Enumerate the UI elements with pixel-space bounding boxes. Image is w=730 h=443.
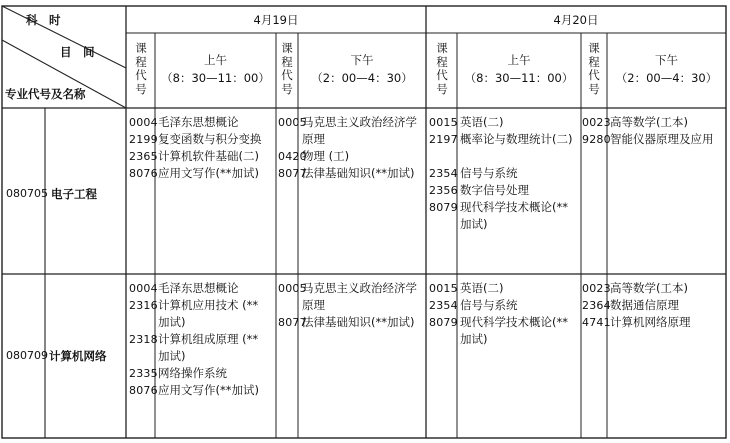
course-code: 2354 bbox=[429, 299, 458, 312]
course-name: 物理 (工) bbox=[302, 149, 350, 163]
code-header-3: 课程代号 bbox=[436, 41, 448, 96]
courses-r1-c4 bbox=[610, 114, 714, 148]
course-code: 0004 bbox=[129, 282, 158, 295]
course-name: 计算机软件基础(二) bbox=[158, 149, 259, 163]
course-name: 计算机网络原理 bbox=[610, 315, 691, 329]
course-code: 2335 bbox=[129, 367, 158, 380]
course-name: 毛泽东思想概论 bbox=[158, 281, 239, 295]
codes-r2-c1 bbox=[129, 280, 158, 399]
course-name bbox=[460, 148, 572, 165]
course-code: 8077 bbox=[278, 167, 307, 180]
course-code bbox=[129, 314, 158, 331]
codes-r2-c4 bbox=[582, 280, 611, 331]
course-code: 2354 bbox=[429, 167, 458, 180]
courses-r1-c2 bbox=[302, 114, 417, 182]
course-name: 应用文写作(**加试) bbox=[158, 166, 259, 180]
course-code: 0005 bbox=[278, 282, 307, 295]
code-header-2: 课程代号 bbox=[281, 41, 293, 96]
course-code: 4741 bbox=[582, 316, 611, 329]
courses-r1-c3 bbox=[460, 114, 572, 233]
date-header-1: 4月19日 bbox=[253, 13, 299, 27]
course-code: 8079 bbox=[429, 316, 458, 329]
session-3-time: （8：30—11：00） bbox=[464, 71, 574, 85]
codes-r1-c3 bbox=[429, 114, 458, 233]
major-name-2: 计算机网络 bbox=[49, 349, 107, 363]
course-code: 0420 bbox=[278, 150, 307, 163]
course-name: 毛泽东思想概论 bbox=[158, 115, 239, 129]
course-code: 2365 bbox=[129, 150, 158, 163]
course-code: 2197 bbox=[429, 133, 458, 146]
major-code-1: 080705 bbox=[6, 187, 48, 200]
session-1-name: 上午 bbox=[204, 53, 227, 67]
course-name: 原理 bbox=[302, 298, 325, 312]
session-4-time: （2：00—4：30） bbox=[615, 71, 718, 85]
session-3-name: 上午 bbox=[507, 53, 531, 67]
course-name: 信号与系统 bbox=[460, 166, 518, 180]
course-name: 法律基础知识(**加试) bbox=[302, 315, 415, 329]
course-name: 加试) bbox=[460, 332, 488, 346]
course-name: 原理 bbox=[302, 132, 325, 146]
session-1-time: （8：30—11：00） bbox=[161, 71, 270, 85]
course-code bbox=[429, 148, 458, 165]
course-name: 概率论与数理统计(二) bbox=[460, 132, 573, 146]
course-code: 2318 bbox=[129, 333, 158, 346]
course-code: 0004 bbox=[129, 116, 158, 129]
code-header-1: 课程代号 bbox=[135, 41, 147, 96]
session-2-time: （2：00—4：30） bbox=[311, 71, 413, 85]
course-name: 现代科学技术概论(** bbox=[460, 200, 568, 214]
corner-bottom-label: 专业代号及名称 bbox=[5, 87, 86, 101]
course-code: 0005 bbox=[278, 116, 307, 129]
date-header-2: 4月20日 bbox=[553, 13, 599, 27]
course-name: 高等数学(工本) bbox=[610, 115, 688, 129]
course-code bbox=[129, 348, 158, 365]
course-code: 0015 bbox=[429, 116, 458, 129]
courses-r2-c3 bbox=[460, 280, 568, 348]
code-header-4: 课程代号 bbox=[588, 41, 600, 96]
course-code: 9280 bbox=[582, 133, 611, 146]
codes-r2-c3 bbox=[429, 280, 458, 348]
course-code: 8076 bbox=[129, 167, 158, 180]
session-2-name: 下午 bbox=[350, 53, 374, 67]
course-code bbox=[429, 331, 458, 348]
codes-r1-c4 bbox=[582, 114, 611, 148]
course-name: 数字信号处理 bbox=[460, 183, 529, 197]
corner-middle-label: 目 间 bbox=[60, 45, 95, 59]
course-name: 高等数学(工本) bbox=[610, 281, 688, 295]
course-code: 8076 bbox=[129, 384, 158, 397]
course-code: 2364 bbox=[582, 299, 611, 312]
course-name: 现代科学技术概论(** bbox=[460, 315, 568, 329]
course-name: 法律基础知识(**加试) bbox=[302, 166, 415, 180]
course-code bbox=[429, 216, 458, 233]
courses-r2-c2 bbox=[302, 280, 417, 331]
course-name: 网络操作系统 bbox=[158, 366, 227, 380]
course-code: 0023 bbox=[582, 282, 611, 295]
course-name: 应用文写作(**加试) bbox=[158, 383, 259, 397]
course-code: 2356 bbox=[429, 184, 458, 197]
codes-r1-c1 bbox=[129, 114, 158, 182]
corner-top-label: 科 时 bbox=[26, 13, 61, 27]
courses-r2-c4 bbox=[610, 280, 691, 331]
course-code: 2199 bbox=[129, 133, 158, 146]
courses-r2-c1 bbox=[158, 280, 259, 399]
course-code: 8077 bbox=[278, 316, 307, 329]
session-4-name: 下午 bbox=[655, 53, 678, 67]
course-name: 计算机组成原理 (** bbox=[158, 332, 259, 346]
course-name: 加试) bbox=[460, 217, 488, 231]
course-name: 加试) bbox=[158, 315, 186, 329]
course-name: 信号与系统 bbox=[460, 298, 518, 312]
course-name: 马克思主义政治经济学 bbox=[302, 115, 417, 129]
course-code: 0023 bbox=[582, 116, 611, 129]
course-name: 马克思主义政治经济学 bbox=[302, 281, 417, 295]
course-code: 2316 bbox=[129, 299, 158, 312]
course-name: 计算机应用技术 (** bbox=[158, 298, 259, 312]
course-name: 智能仪器原理及应用 bbox=[610, 132, 714, 146]
major-code-2: 080709 bbox=[6, 349, 48, 362]
course-name: 英语(二) bbox=[460, 281, 504, 295]
course-name: 复变函数与积分变换 bbox=[158, 132, 262, 146]
course-name: 加试) bbox=[158, 349, 186, 363]
courses-r1-c1 bbox=[158, 114, 262, 182]
major-name-1: 电子工程 bbox=[51, 187, 97, 201]
course-code: 0015 bbox=[429, 282, 458, 295]
course-name: 英语(二) bbox=[460, 115, 504, 129]
course-name: 数据通信原理 bbox=[610, 298, 679, 312]
course-code: 8079 bbox=[429, 201, 458, 214]
